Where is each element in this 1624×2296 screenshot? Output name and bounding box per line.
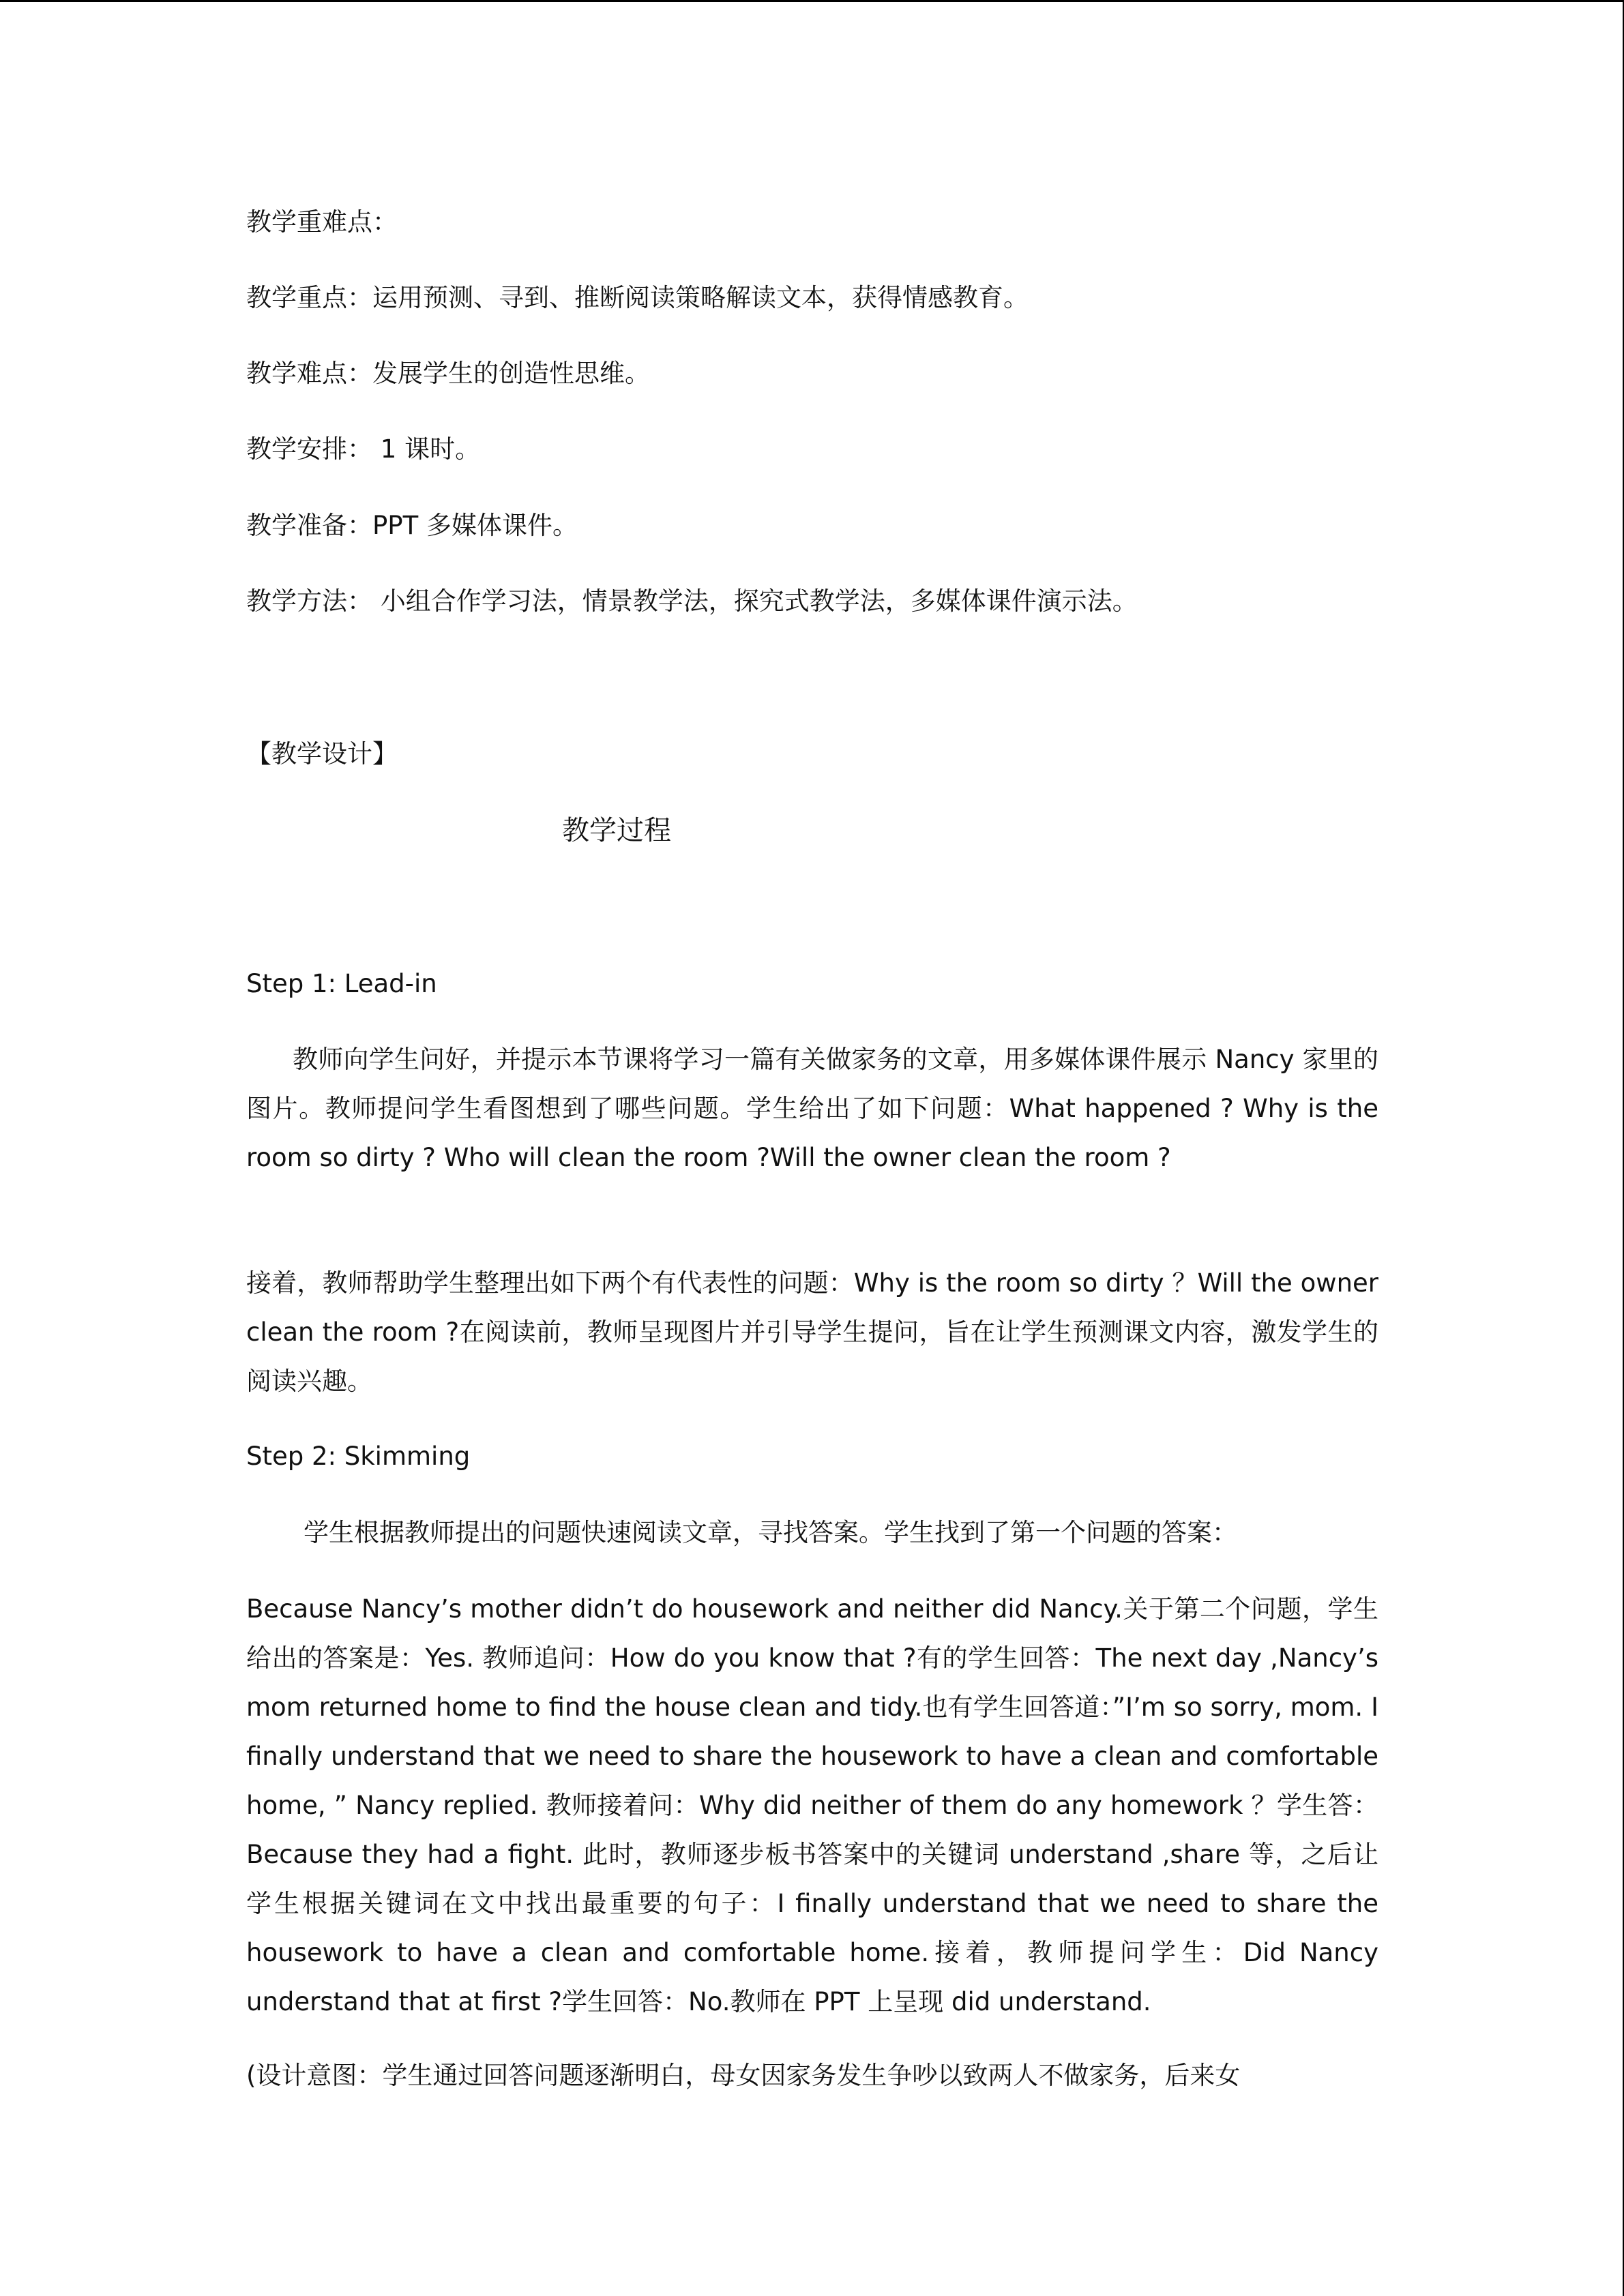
design-section-title: 【教学设计】 [246,739,398,769]
preparation-line: 教学准备：PPT 多媒体课件。 [246,511,578,540]
step1-paragraph-1: 教师向学生问好，并提示本节课将学习一篇有关做家务的文章，用多媒体课件展示 Nancy 家里的图片。教师提问学生看图想到了哪些问题。学生给出了如下问题：What happened ? Why is the room so dirty ? Who will clean the room ?Will the owner clean the room ? [246,1045,1378,1172]
top-border-rule [0,0,1624,2]
key-points-line: 教学重点：运用预测、寻到、推断阅读策略解读文本，获得情感教育。 [246,283,1029,312]
step1-paragraph-2: 接着，教师帮助学生整理出如下两个有代表性的问题：Why is the room so dirty ？Will the owner clean the room ?在阅读前，教师呈现图片并引导学生提问，旨在让学生预测课文内容，激发学生的阅读兴趣。 [246,1268,1378,1396]
difficult-points-line: 教学难点：发展学生的创造性思维。 [246,359,650,388]
schedule-line: 教学安排： 1 课时。 [246,434,481,464]
step2-heading: Step 2: Skimming [246,1442,471,1471]
difficulty-heading: 教学重难点： [246,207,398,237]
methods-line: 教学方法： 小组合作学习法，情景教学法，探究式教学法，多媒体课件演示法。 [246,586,1138,616]
step2-paragraph-1: 学生根据教师提出的问题快速阅读文章，寻找答案。学生找到了第一个问题的答案： [304,1518,1237,1547]
step2-paragraph-2: Because Nancy’s mother didn’t do housework and neither did Nancy.关于第二个问题，学生给出的答案是：Yes. 教师追问：How do you know that ?有的学生回答：The next day ,Nancy’s mom returned home to find the house clean and tidy.也有学生回答道：”I’m so sorry, mom. I finally understand that we need to share the housework to have a clean and comfortable home, ” Nancy replied. 教师接着问：Why did neither of them do any homework ？学生答：Because they had a fight. 此时，教师逐步板书答案中的关键词 understand ,share 等，之后让学生根据关键词在文中找出最重要的句子：I finally understand that we need to share the housework to have a clean and comfortable home.接着，教师提问学生：Did Nancy understand that at first ?学生回答：No.教师在 PPT 上呈现 did understand. [246,1594,1378,2016]
process-title: 教学过程 [562,815,671,846]
step2-design-intent: (设计意图：学生通过回答问题逐渐明白，母女因家务发生争吵以致两人不做家务，后来女 [246,2061,1241,2090]
step1-heading: Step 1: Lead-in [246,969,437,998]
